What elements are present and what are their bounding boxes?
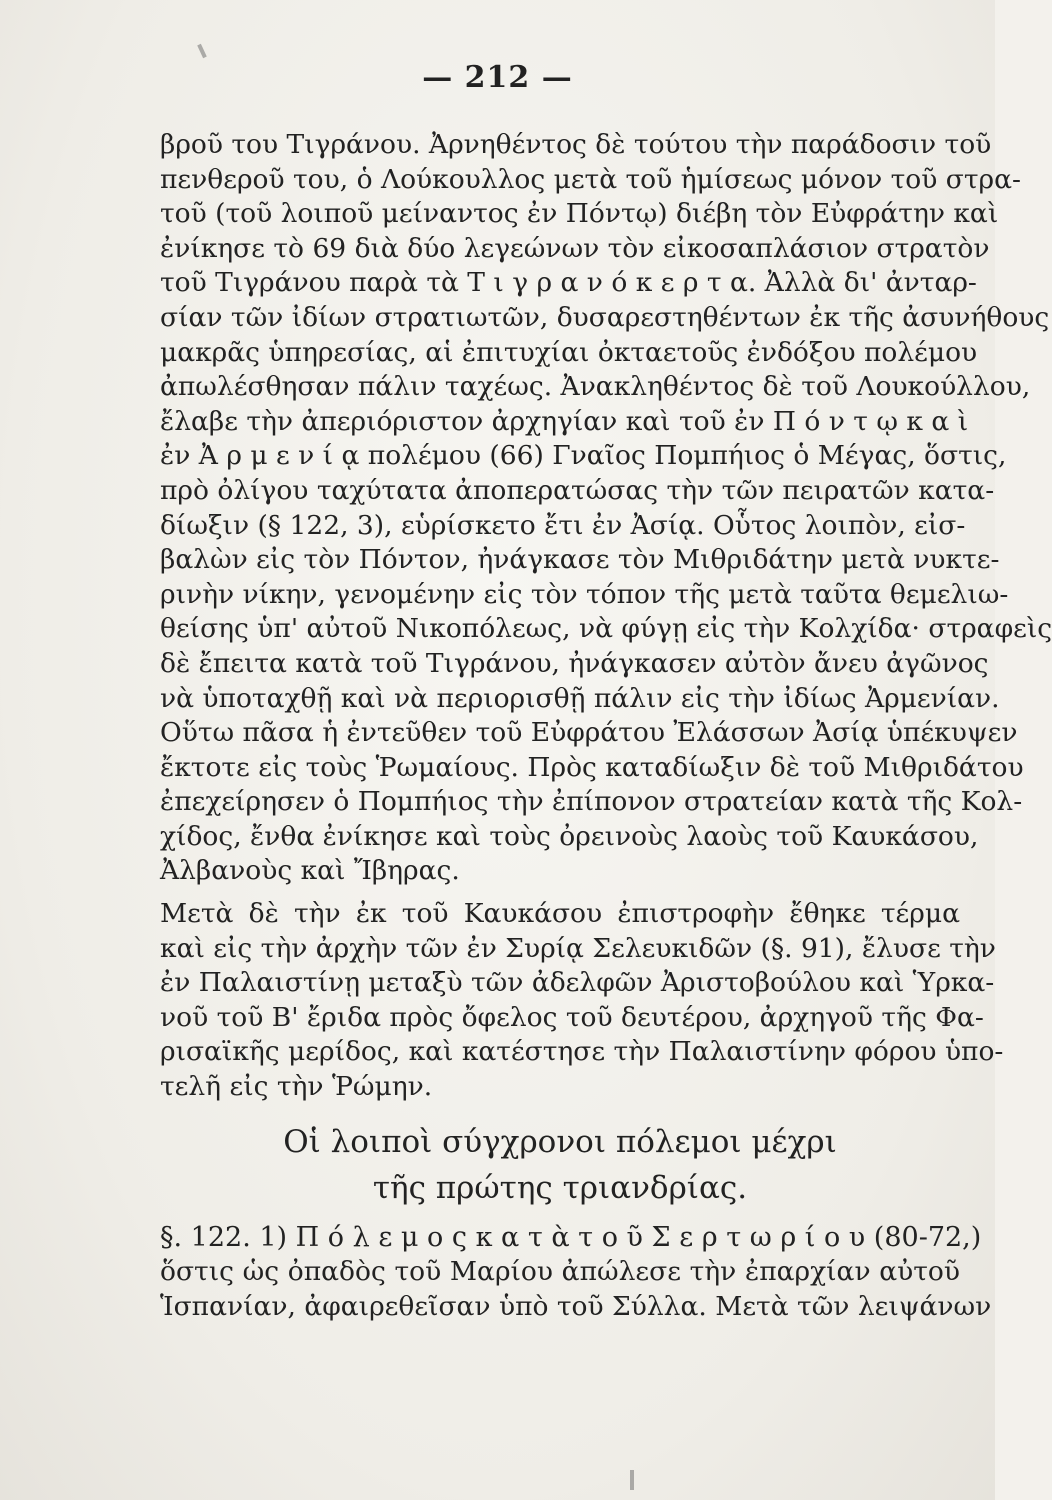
text-line: χίδος, ἔνθα ἐνίκησε καὶ τοὺς ὀρεινοὺς λαοὺς τοῦ Καυκάσου, [160, 820, 979, 852]
text-line: μακρᾶς ὑπηρεσίας, αἱ ἐπιτυχίαι ὀκταετοῦς ἐνδόξου πολέμου [160, 336, 978, 368]
text-line: §. 122. 1) Π ό λ ε μ ο ς κ α τ ὰ τ ο ῦ Σ ε ρ τ ω ρ ί ο υ (80-72,) [160, 1221, 982, 1253]
ink-speck [630, 1470, 634, 1490]
section-heading [160, 1119, 960, 1211]
text-line: νὰ ὑποταχθῇ καὶ νὰ περιορισθῇ πάλιν εἰς τὴν ἰδίως Ἀρμενίαν. [160, 682, 1000, 714]
text-line: δὲ ἔπειτα κατὰ τοῦ Τιγράνου, ἠνάγκασεν αὐτὸν ἄνευ ἀγῶνος [160, 647, 989, 679]
text-line: ἐνίκησε τὸ 69 διὰ δύο λεγεώνων τὸν εἰκοσαπλάσιον στρατὸν [160, 232, 990, 264]
text-line: ἐπεχείρησεν ὁ Πομπήιος τὴν ἐπίπονον στρατείαν κατὰ τῆς Κολ- [160, 786, 1023, 818]
text-line: ἔκτοτε εἰς τοὺς Ῥωμαίους. Πρὸς καταδίωξιν δὲ τοῦ Μιθριδάτου [160, 751, 1024, 783]
text-line: Ἀλβανοὺς καὶ Ἴβηρας. [160, 855, 460, 887]
text-line: πρὸ ὀλίγου ταχύτατα ἀποπερατώσας τὴν τῶν πειρατῶν κατα- [160, 474, 995, 506]
text-line: τοῦ Τιγράνου παρὰ τὰ Τ ι γ ρ α ν ό κ ε ρ τ α. Ἀλλὰ δι' ἀνταρ- [160, 267, 977, 299]
text-line: δίωξιν (§ 122, 3), εὑρίσκετο ἔτι ἐν Ἀσίᾳ. Οὗτος λοιπὸν, εἰσ- [160, 509, 966, 541]
page-body [160, 128, 1052, 1324]
text-line: σίαν τῶν ἰδίων στρατιωτῶν, δυσαρεστηθέντων ἐκ τῆς ἀσυνήθους [160, 301, 1050, 333]
paragraph-syria-palestine [160, 897, 1004, 1105]
text-line: πενθεροῦ του, ὁ Λούκουλλος μετὰ τοῦ ἡμίσεως μόνον τοῦ στρα- [160, 163, 1021, 195]
paragraph-pompey-campaigns [160, 128, 1052, 889]
text-line: ἔλαβε τὴν ἀπεριόριστον ἀρχηγίαν καὶ τοῦ ἐν Π ό ν τ ῳ κ α ὶ [160, 405, 969, 437]
text-line: ρισαϊκῆς μερίδος, καὶ κατέστησε τὴν Παλαιστίνην φόρου ὑπο- [160, 1036, 1004, 1068]
text-line: βαλὼν εἰς τὸν Πόντον, ἠνάγκασε τὸν Μιθριδάτην μετὰ νυκτε- [160, 544, 1000, 576]
text-line: ἐν Ἀ ρ μ ε ν ί ᾳ πολέμου (66) Γναῖος Πομπήιος ὁ Μέγας, ὅστις, [160, 440, 1007, 472]
paragraph-sertorius-war [160, 1221, 992, 1325]
text-line: τελῆ εἰς τὴν Ῥώμην. [160, 1071, 433, 1103]
text-line: ἀπωλέσθησαν πάλιν ταχέως. Ἀνακληθέντος δὲ τοῦ Λουκούλλου, [160, 371, 1031, 403]
text-line: ὅστις ὡς ὀπαδὸς τοῦ Μαρίου ἀπώλεσε τὴν ἐπαρχίαν αὐτοῦ [160, 1256, 960, 1288]
text-line: καὶ εἰς τὴν ἀρχὴν τῶν ἐν Συρίᾳ Σελευκιδῶν (§. 91), ἔλυσε τὴν [160, 932, 996, 964]
text-line: θείσης ὑπ' αὐτοῦ Νικοπόλεως, νὰ φύγῃ εἰς τὴν Κολχίδα· στραφεὶς [160, 613, 1052, 645]
text-line: ρινὴν νίκην, γενομένην εἰς τὸν τόπον τῆς μετὰ ταῦτα θεμελιω- [160, 578, 1009, 610]
text-line: Ἱσπανίαν, ἀφαιρεθεῖσαν ὑπὸ τοῦ Σύλλα. Μετὰ τῶν λειψάνων [160, 1290, 992, 1322]
heading-line: Οἱ λοιποὶ σύγχρονοι πόλεμοι μέχρι [283, 1123, 837, 1160]
paragraph-gap [160, 1211, 960, 1221]
text-line: βροῦ του Τιγράνου. Ἀρνηθέντος δὲ τούτου τὴν παράδοσιν τοῦ [160, 129, 992, 160]
paragraph-gap [160, 889, 960, 897]
text-line: Μετὰ δὲ τὴν ἐκ τοῦ Καυκάσου ἐπιστροφὴν ἔθηκε τέρμα [160, 898, 960, 930]
text-line: νοῦ τοῦ Β' ἔριδα πρὸς ὄφελος τοῦ δευτέρου, ἀρχηγοῦ τῆς Φα- [160, 1001, 984, 1033]
text-line: τοῦ (τοῦ λοιποῦ μείναντος ἐν Πόντῳ) διέβη τὸν Εὐφράτην καὶ [160, 198, 999, 230]
text-line: ἐν Παλαιστίνῃ μεταξὺ τῶν ἀδελφῶν Ἀριστοβούλου καὶ Ὑρκα- [160, 967, 995, 999]
text-line: Οὕτω πᾶσα ἡ ἐντεῦθεν τοῦ Εὐφράτου Ἐλάσσων Ἀσίᾳ ὑπέκυψεν [160, 717, 1018, 749]
heading-line: τῆς πρώτης τριανδρίας. [372, 1169, 748, 1206]
paragraph-gap [160, 1105, 960, 1119]
ink-speck [197, 44, 207, 58]
page-number: — 212 — [422, 60, 573, 95]
